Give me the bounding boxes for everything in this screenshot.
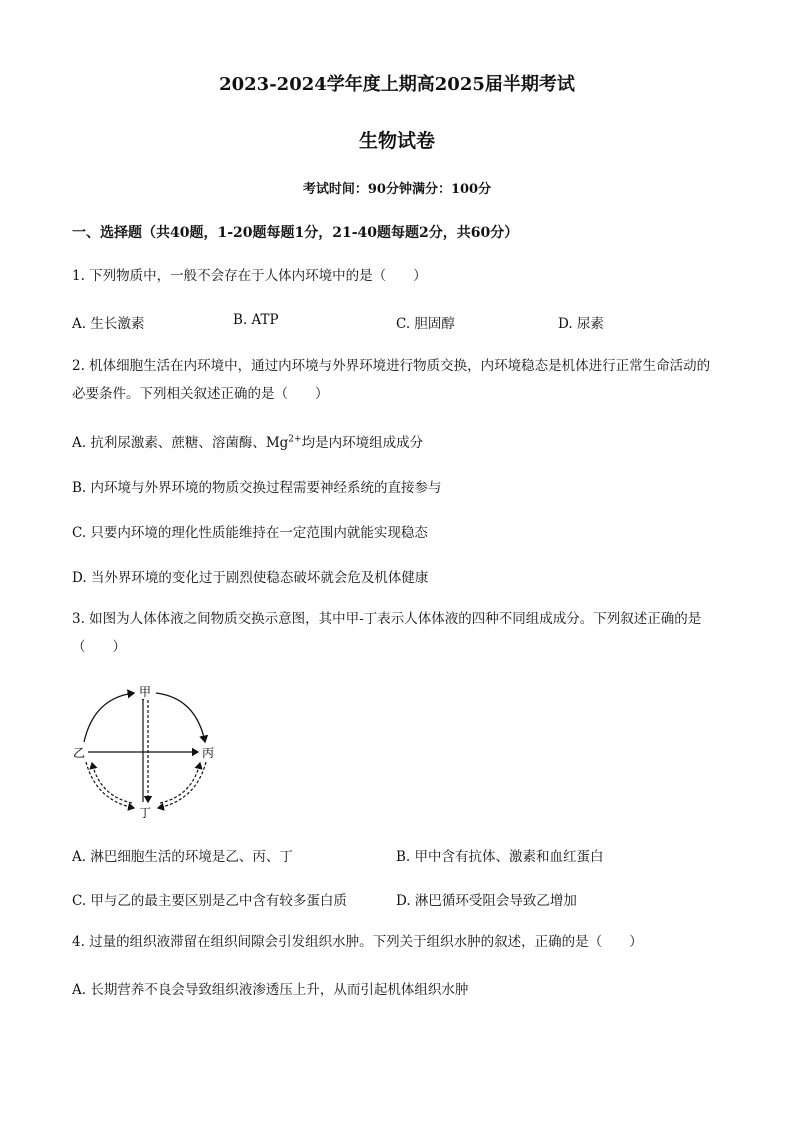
- exam-title: 2023-2024学年度上期高2025届半期考试: [219, 74, 575, 95]
- q3-option-a: A. 淋巴细胞生活的环境是乙、丙、丁: [72, 849, 293, 865]
- q4-option-a: A. 长期营养不良会导致组织液渗透压上升，从而引起机体组织水肿: [72, 982, 469, 998]
- q2-option-a-tail: 均是内环境组成成分: [301, 435, 424, 451]
- q3-option-b: B. 甲中含有抗体、激素和血红蛋白: [396, 849, 604, 865]
- diagram-label-bing: 丙: [201, 746, 215, 760]
- diagram-label-yi: 乙: [72, 746, 86, 760]
- q2-option-a-superscript: 2+: [288, 434, 302, 445]
- diagram-label-jia: 甲: [138, 685, 152, 699]
- q2-option-c: C. 只要内环境的理化性质能维持在一定范围内就能实现稳态: [72, 525, 428, 541]
- q1-option-d: D. 尿素: [558, 316, 604, 332]
- q2-option-a-text: A. 抗利尿激素、蔗糖、溶菌酶、Mg: [72, 435, 289, 451]
- q1-option-c: C. 胆固醇: [396, 316, 455, 332]
- question-4-stem: 4. 过量的组织液滞留在组织间隙会引发组织水肿。下列关于组织水肿的叙述，正确的是（ ）: [72, 934, 643, 950]
- q2-option-b: B. 内环境与外界环境的物质交换过程需要神经系统的直接参与: [72, 480, 442, 496]
- question-1-stem: 1. 下列物质中，一般不会存在于人体内环境中的是（ ）: [72, 268, 427, 284]
- diagram-label-ding: 丁: [138, 806, 152, 820]
- section-heading: 一、选择题（共40题，1-20题每题1分，21-40题每题2分，共60分）: [72, 225, 519, 241]
- question-3-stem: 3. 如图为人体体液之间物质交换示意图，其中甲-丁表示人体体液的四种不同组成成分。下列叙述正确的是（ ）: [72, 611, 702, 655]
- q2-option-d: D. 当外界环境的变化过于剧烈使稳态破坏就会危及机体健康: [72, 570, 429, 586]
- q1-option-a: A. 生长激素: [72, 316, 145, 332]
- exam-time-info: 考试时间：90分钟满分：100分: [302, 182, 492, 197]
- q1-option-b: B. ATP: [233, 312, 279, 328]
- q3-option-d: D. 淋巴循环受阻会导致乙增加: [396, 893, 577, 909]
- q2-option-a: [72, 431, 423, 451]
- q3-option-c: C. 甲与乙的最主要区别是乙中含有较多蛋白质: [72, 893, 347, 909]
- exam-subject: 生物试卷: [358, 130, 435, 152]
- question-2-stem: 2. 机体细胞生活在内环境中，通过内环境与外界环境进行物质交换，内环境稳态是机体进行正常生命活动的必要条件。下列相关叙述正确的是（ ）: [72, 358, 711, 402]
- body-fluid-exchange-diagram: [72, 684, 222, 828]
